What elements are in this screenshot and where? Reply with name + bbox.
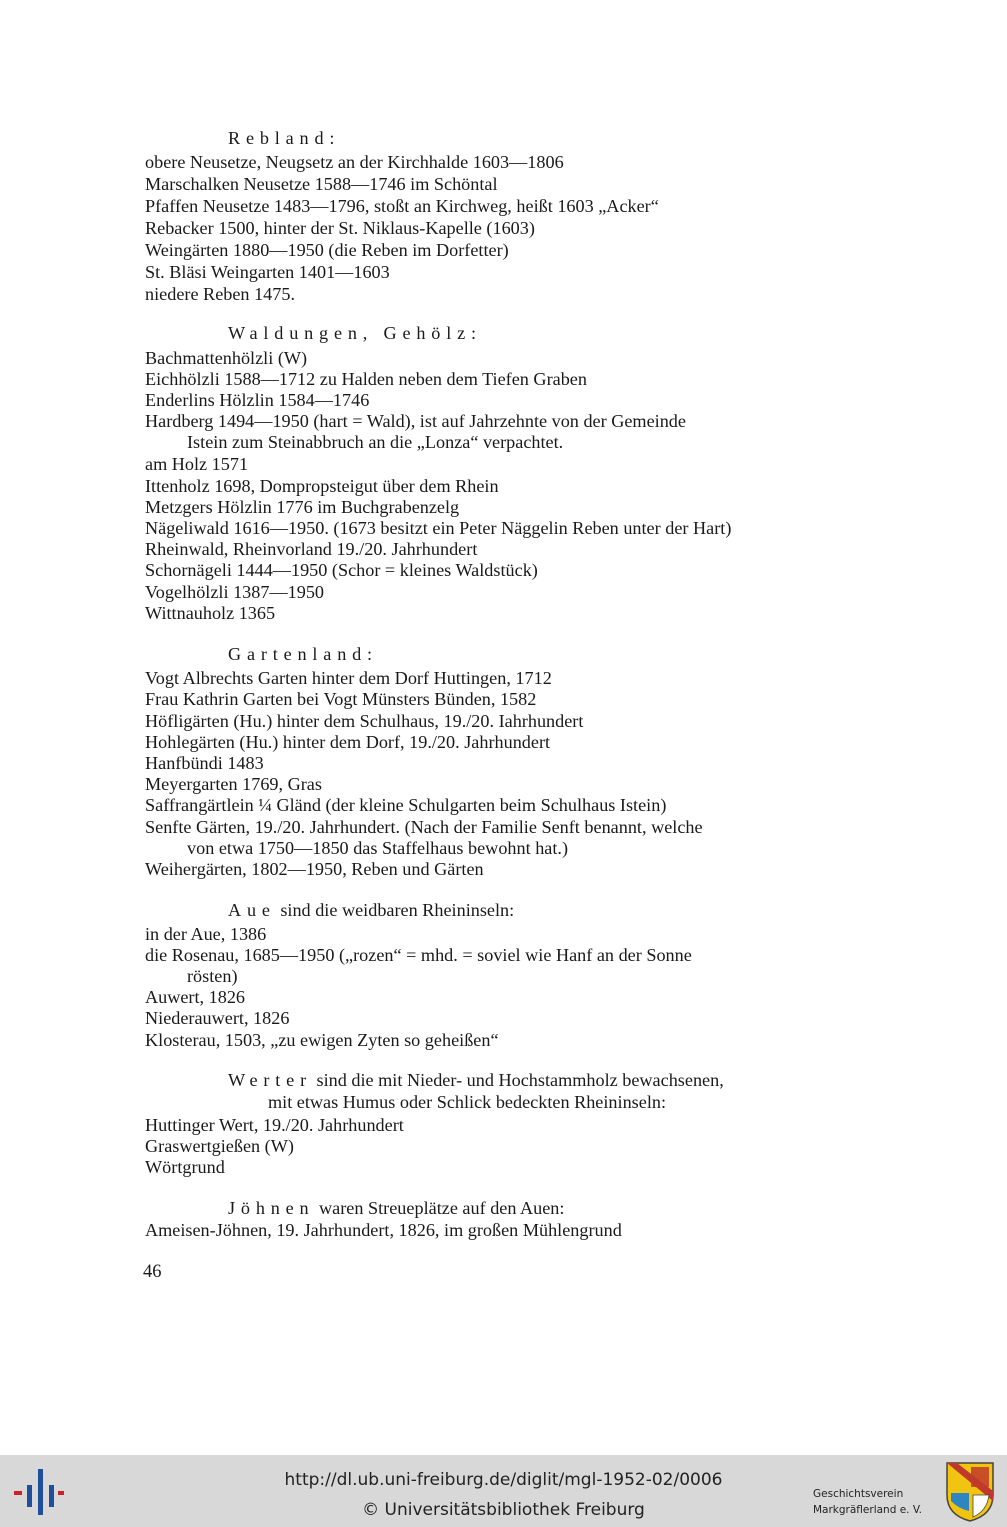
list-item: Vogt Albrechts Garten hinter dem Dorf Huttingen, 1712 — [145, 668, 552, 688]
section-heading-continuation: mit etwas Humus oder Schlick bedeckten Rheininseln: — [268, 1092, 667, 1112]
list-item: St. Bläsi Weingarten 1401—1603 — [145, 262, 390, 282]
list-item: Klosterau, 1503, „zu ewigen Zyten so geheißen“ — [145, 1030, 499, 1050]
list-item: Metzgers Hölzlin 1776 im Buchgrabenzelg — [145, 497, 460, 517]
heading-text: sind die weidbaren Rheininseln: — [275, 900, 515, 920]
list-item-continuation: rösten) — [187, 966, 238, 986]
section-heading-aue — [228, 900, 968, 921]
heading-keyword: Werter — [228, 1070, 312, 1090]
list-item: obere Neusetze, Neugsetz an der Kirchhalde 1603—1806 — [145, 152, 564, 172]
list-item: Ittenholz 1698, Dompropsteigut über dem Rhein — [145, 476, 499, 496]
page-number: 46 — [143, 1262, 162, 1282]
list-item: Hanfbündi 1483 — [145, 753, 264, 773]
section-heading-werter — [228, 1070, 968, 1091]
list-item: Eichhölzli 1588—1712 zu Halden neben dem Tiefen Graben — [145, 369, 587, 389]
list-item: Höfligärten (Hu.) hinter dem Schulhaus, 19./20. Iahrhundert — [145, 711, 584, 731]
coat-of-arms-icon — [945, 1461, 995, 1523]
list-item: Bachmattenhölzli (W) — [145, 348, 308, 368]
list-item: die Rosenau, 1685—1950 („rozen“ = mhd. = soviel wie Hanf an der Sonne — [145, 945, 692, 965]
list-item: Nägeliwald 1616—1950. (1673 besitzt ein Peter Näggelin Reben unter der Hart) — [145, 518, 732, 538]
list-item: Pfaffen Neusetze 1483—1796, stoßt an Kirchweg, heißt 1603 „Acker“ — [145, 196, 659, 216]
list-item-continuation: von etwa 1750—1850 das Staffelhaus bewohnt hat.) — [187, 838, 569, 858]
heading-keyword: Jöhnen — [228, 1198, 315, 1218]
section-heading-joehnen — [228, 1198, 968, 1219]
list-item: Wittnauholz 1365 — [145, 603, 276, 623]
source-url-link[interactable]: http://dl.ub.uni-freiburg.de/diglit/mgl-1952-02/0006 — [284, 1470, 723, 1490]
list-item: Hohlegärten (Hu.) hinter dem Dorf, 19./20. Jahrhundert — [145, 732, 551, 752]
list-item: Rheinwald, Rheinvorland 19./20. Jahrhundert — [145, 539, 478, 559]
list-item: Graswertgießen (W) — [145, 1136, 294, 1156]
list-item: Auwert, 1826 — [145, 987, 246, 1007]
section-heading-rebland: Rebland: — [228, 128, 341, 148]
list-item: in der Aue, 1386 — [145, 924, 267, 944]
list-item: Ameisen-Jöhnen, 19. Jahrhundert, 1826, im großen Mühlengrund — [145, 1220, 622, 1240]
list-item: Weingärten 1880—1950 (die Reben im Dorfetter) — [145, 240, 509, 260]
heading-keyword: Aue — [228, 900, 276, 920]
list-item: Enderlins Hölzlin 1584—1746 — [145, 390, 370, 410]
list-item: Vogelhölzli 1387—1950 — [145, 582, 325, 602]
list-item: Niederauwert, 1826 — [145, 1008, 290, 1028]
heading-text: sind die mit Nieder- und Hochstammholz bewachsenen, — [311, 1070, 724, 1090]
section-heading-waldungen: Waldungen, Gehölz: — [228, 323, 482, 343]
list-item: Rebacker 1500, hinter der St. Niklaus-Kapelle (1603) — [145, 218, 535, 238]
section-heading-gartenland: Gartenland: — [228, 644, 378, 664]
list-item: Frau Kathrin Garten bei Vogt Münsters Bünden, 1582 — [145, 689, 537, 709]
footer-bar — [0, 1455, 1007, 1527]
list-item: Meyergarten 1769, Gras — [145, 774, 322, 794]
list-item: Hardberg 1494—1950 (hart = Wald), ist auf Jahrzehnte von der Gemeinde — [145, 411, 686, 431]
list-item: Marschalken Neusetze 1588—1746 im Schöntal — [145, 174, 498, 194]
society-name-line1: Geschichtsverein — [813, 1488, 904, 1500]
list-item: Wörtgrund — [145, 1157, 225, 1177]
list-item: Saffrangärtlein ¼ Gländ (der kleine Schulgarten beim Schulhaus Istein) — [145, 795, 667, 815]
list-item: Schornägeli 1444—1950 (Schor = kleines Waldstück) — [145, 560, 538, 580]
list-item: niedere Reben 1475. — [145, 284, 295, 304]
list-item: Huttinger Wert, 19./20. Jahrhundert — [145, 1115, 404, 1135]
list-item: Senfte Gärten, 19./20. Jahrhundert. (Nach der Familie Senft benannt, welche — [145, 817, 703, 837]
list-item: Weihergärten, 1802—1950, Reben und Gärten — [145, 859, 484, 879]
list-item: am Holz 1571 — [145, 454, 249, 474]
society-name-line2: Markgräflerland e. V. — [813, 1504, 923, 1516]
heading-text: waren Streueplätze auf den Auen: — [314, 1198, 565, 1218]
list-item-continuation: Istein zum Steinabbruch an die „Lonza“ verpachtet. — [187, 432, 564, 452]
copyright-text: © Universitätsbibliothek Freiburg — [362, 1500, 645, 1520]
